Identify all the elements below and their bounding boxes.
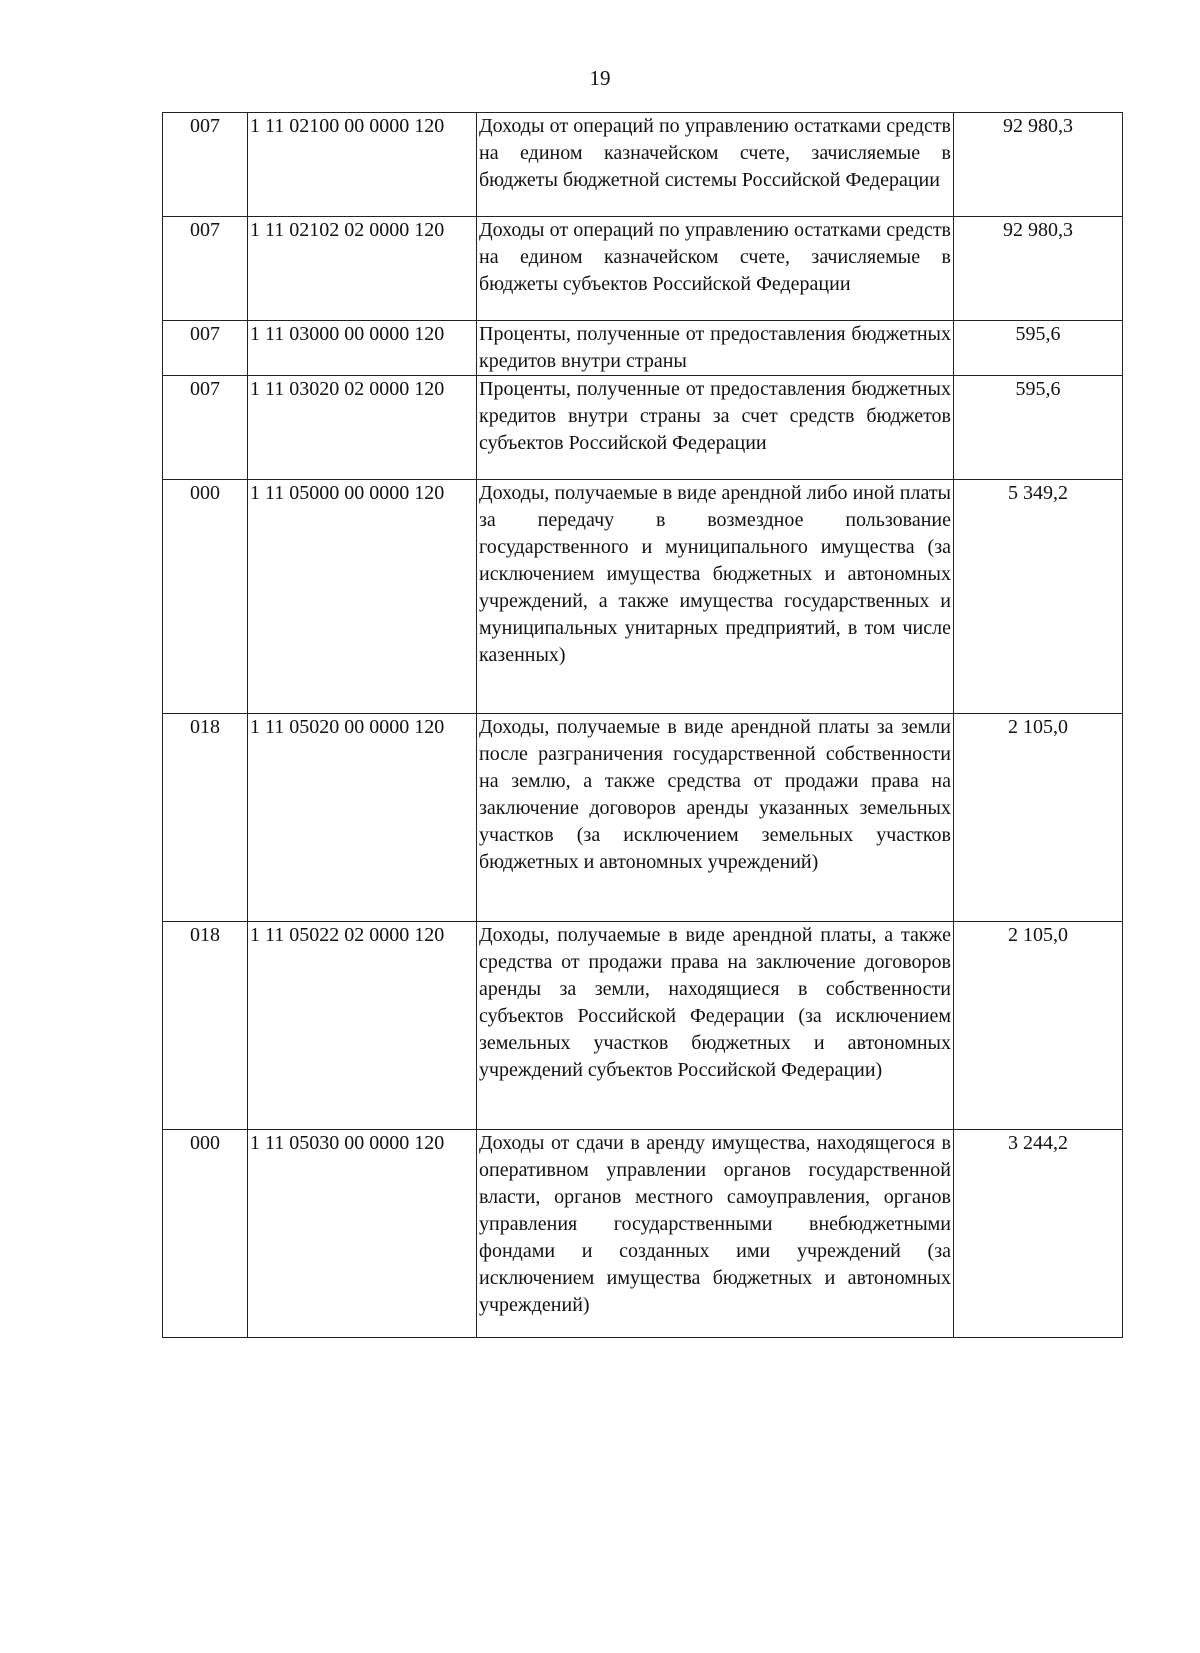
table-row [163, 217, 1123, 321]
budget-classification-code-cell: 1 11 05020 00 0000 120 [248, 714, 477, 922]
amount-cell: 2 105,0 [954, 714, 1123, 922]
admin-code-cell: 007 [163, 376, 248, 480]
amount-cell: 3 244,2 [954, 1130, 1123, 1338]
revenue-description-cell: Доходы, получаемые в виде арендной платы, а также средства от продажи права на заключение договоров аренды за земли, находящиеся в собственности субъектов Российской Федерации (за исключением земельных участков бюджетных и автономных учреждений субъектов Российской Федерации) [477, 922, 954, 1130]
admin-code-cell: 000 [163, 1130, 248, 1338]
budget-classification-code-cell: 1 11 02100 00 0000 120 [248, 113, 477, 217]
table-row [163, 922, 1123, 1130]
budget-revenue-table [162, 112, 1123, 1338]
budget-classification-code-cell: 1 11 02102 02 0000 120 [248, 217, 477, 321]
admin-code-cell: 007 [163, 321, 248, 376]
budget-classification-code-cell: 1 11 03020 02 0000 120 [248, 376, 477, 480]
amount-cell: 595,6 [954, 321, 1123, 376]
budget-classification-code-cell: 1 11 05030 00 0000 120 [248, 1130, 477, 1338]
revenue-description-cell: Проценты, полученные от предоставления бюджетных кредитов внутри страны [477, 321, 954, 376]
amount-cell: 92 980,3 [954, 217, 1123, 321]
admin-code-cell: 007 [163, 217, 248, 321]
table-row [163, 321, 1123, 376]
table-row [163, 714, 1123, 922]
revenue-description-cell: Доходы от операций по управлению остатками средств на едином казначейском счете, зачисляемые в бюджеты бюджетной системы Российской Федерации [477, 113, 954, 217]
budget-classification-code-cell: 1 11 05000 00 0000 120 [248, 480, 477, 714]
admin-code-cell: 018 [163, 922, 248, 1130]
amount-cell: 5 349,2 [954, 480, 1123, 714]
amount-cell: 2 105,0 [954, 922, 1123, 1130]
table-row [163, 113, 1123, 217]
revenue-description-cell: Доходы от операций по управлению остатками средств на едином казначейском счете, зачисляемые в бюджеты субъектов Российской Федерации [477, 217, 954, 321]
admin-code-cell: 018 [163, 714, 248, 922]
table-row [163, 1130, 1123, 1338]
admin-code-cell: 007 [163, 113, 248, 217]
amount-cell: 595,6 [954, 376, 1123, 480]
page-number: 19 [589, 66, 611, 90]
admin-code-cell: 000 [163, 480, 248, 714]
revenue-description-cell: Проценты, полученные от предоставления бюджетных кредитов внутри страны за счет средств бюджетов субъектов Российской Федерации [477, 376, 954, 480]
table-row [163, 480, 1123, 714]
amount-cell: 92 980,3 [954, 113, 1123, 217]
revenue-description-cell: Доходы от сдачи в аренду имущества, находящегося в оперативном управлении органов государственной власти, органов местного самоуправления, органов управления государственными внебюджетными фондами и созданных ими учреждений (за исключением имущества бюджетных и автономных учреждений) [477, 1130, 954, 1338]
revenue-description-cell: Доходы, получаемые в виде арендной либо иной платы за передачу в возмездное пользование государственного и муниципального имущества (за исключением имущества бюджетных и автономных учреждений, а также имущества государственных и муниципальных унитарных предприятий, в том числе казенных) [477, 480, 954, 714]
budget-classification-code-cell: 1 11 05022 02 0000 120 [248, 922, 477, 1130]
table-row [163, 376, 1123, 480]
revenue-description-cell: Доходы, получаемые в виде арендной платы за земли после разграничения государственной собственности на землю, а также средства от продажи права на заключение договоров аренды указанных земельных участков (за исключением земельных участков бюджетных и автономных учреждений) [477, 714, 954, 922]
budget-classification-code-cell: 1 11 03000 00 0000 120 [248, 321, 477, 376]
